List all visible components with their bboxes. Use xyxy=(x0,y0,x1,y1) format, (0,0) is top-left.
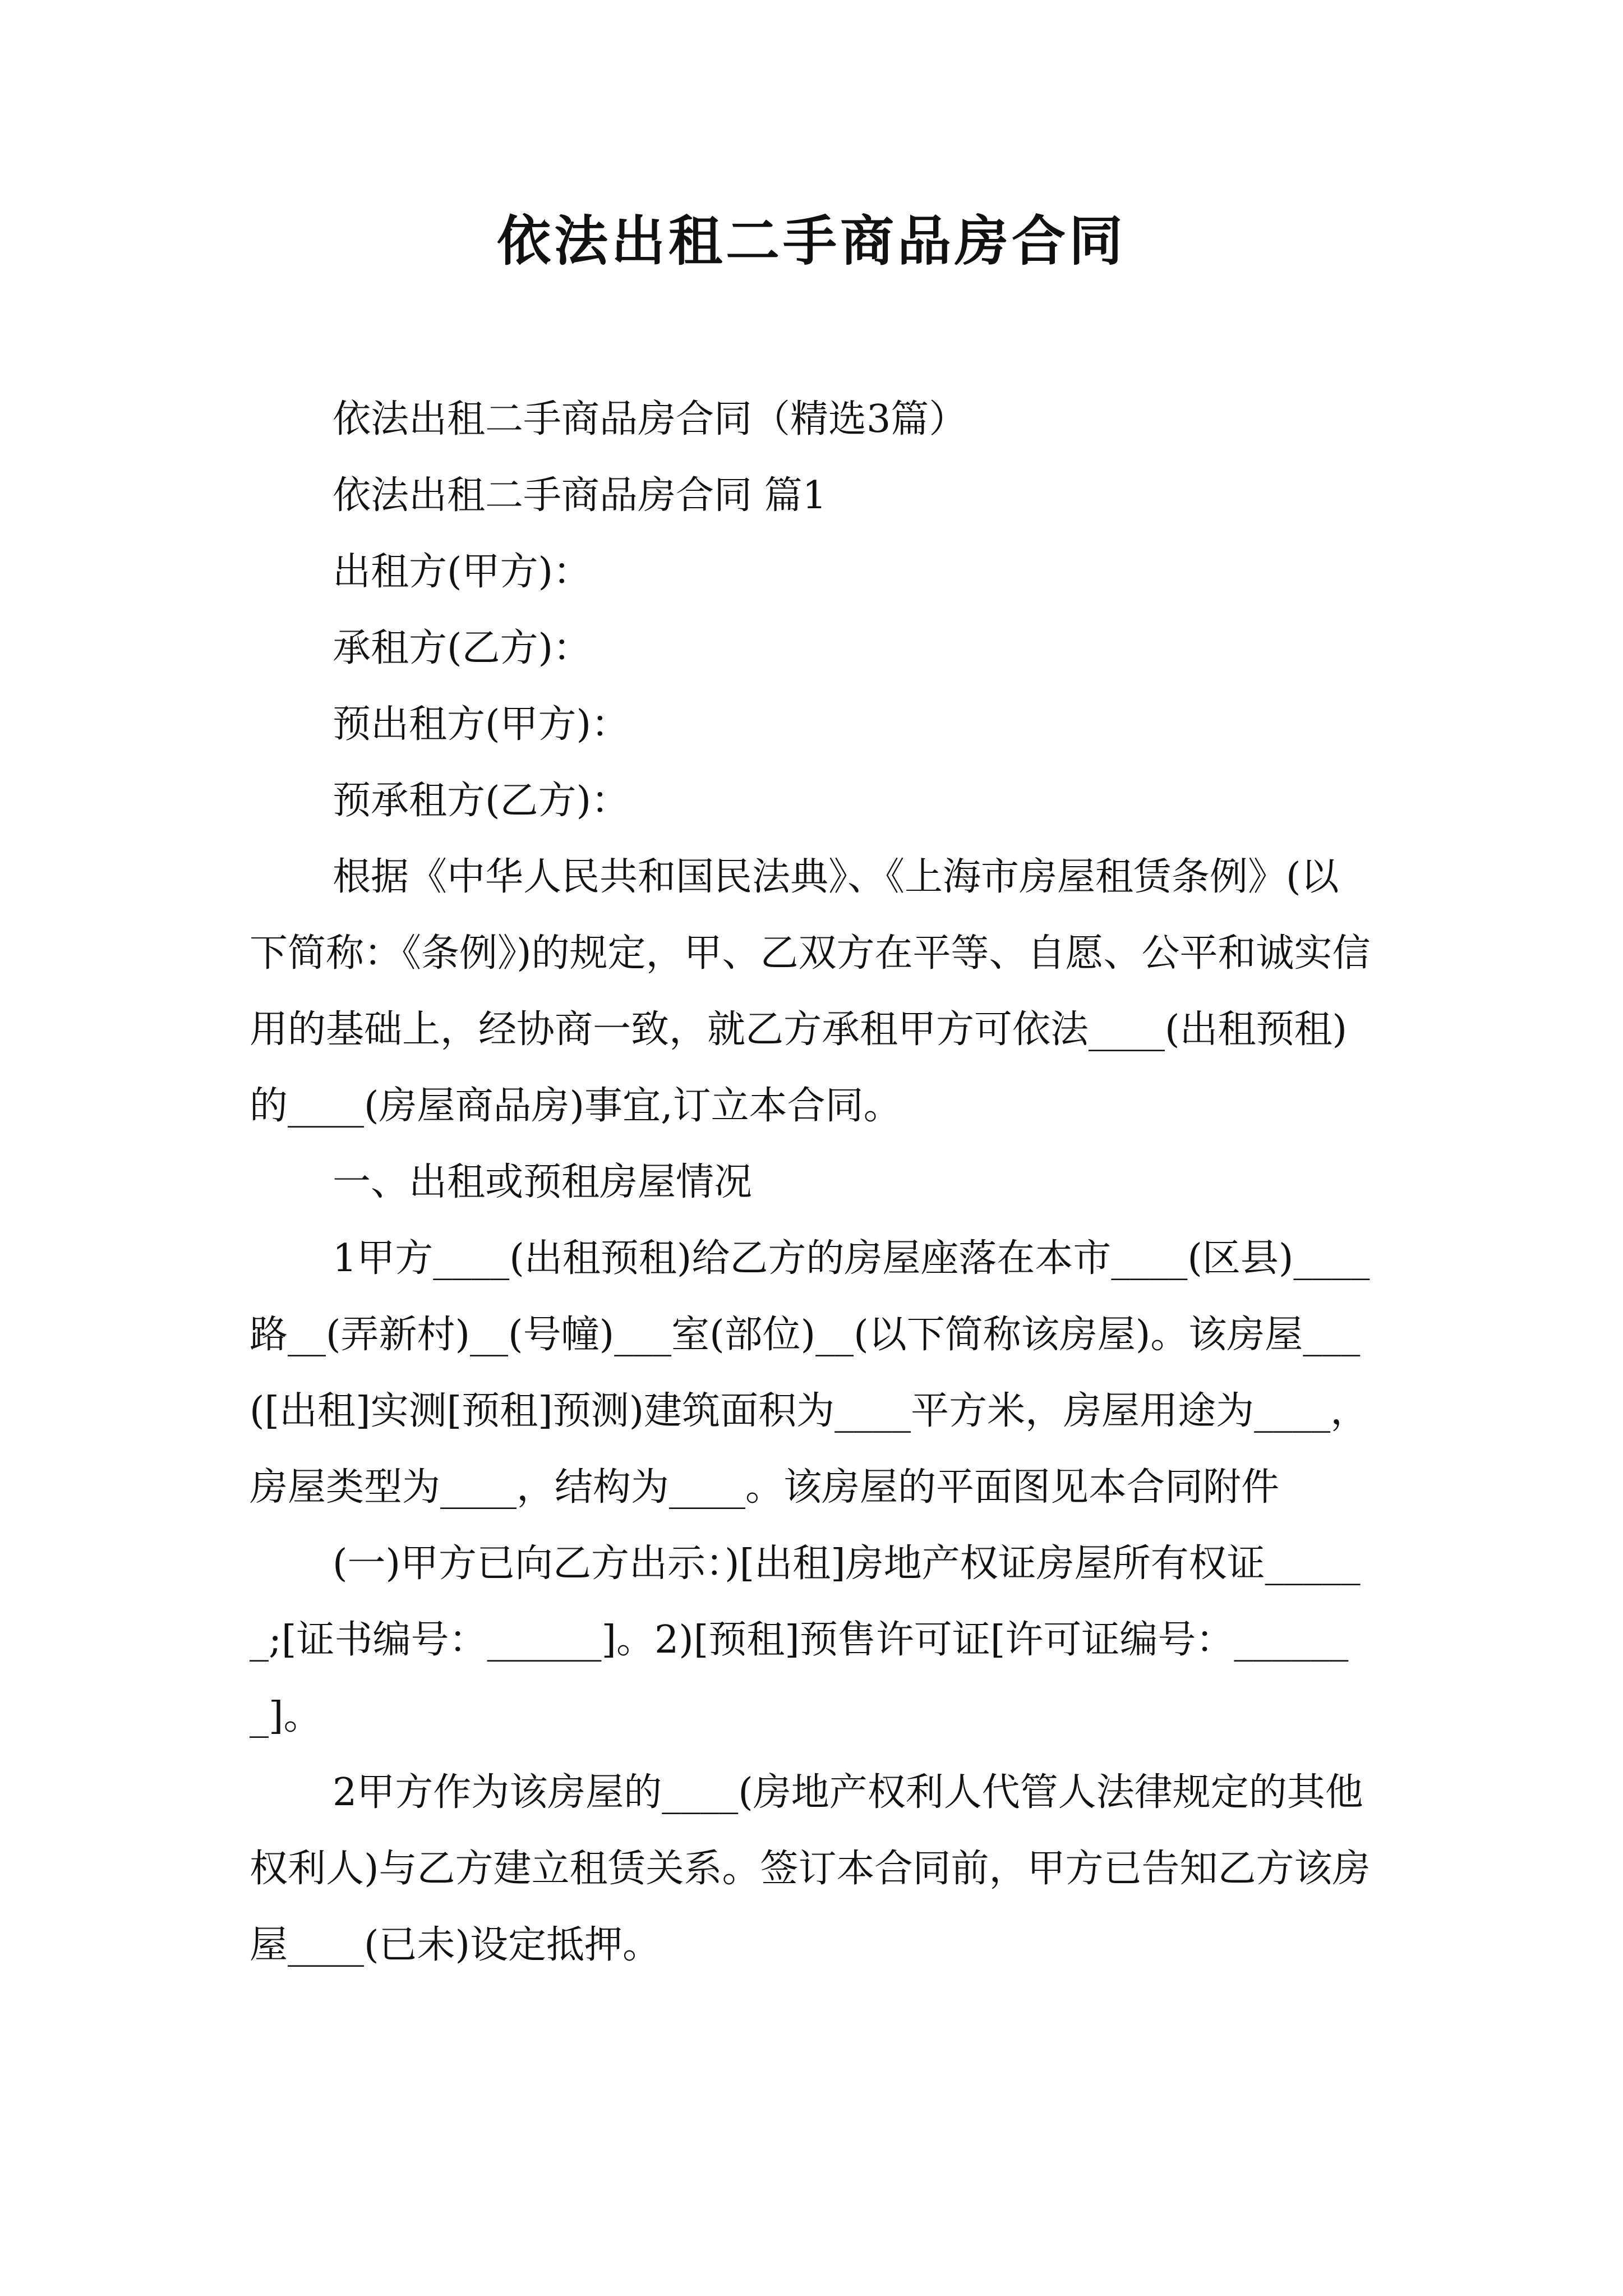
paragraph-pre-lessor: 预出租方(甲方)： xyxy=(333,702,630,747)
paragraph-clause-1-sub: (一)甲方已向乙方出示：)[出租]房地产权证房屋所有权证______;[证书编号：______]。2)[预租]预售许可证[许可证编号：_______]。 xyxy=(250,1542,1361,1738)
paragraph-clause-1: 1甲方____(出租预租)给乙方的房屋座落在本市____(区县)____路__(弄新村)__(号幢)___室(部位)__(以下简称该房屋)。该房屋___([出租]实测[预租]预测)建筑面积为____平方米，房屋用途为____，房屋类型为____，结构为____。该房屋的平面图见本合同附件 xyxy=(250,1236,1370,1510)
paragraph-subtitle: 依法出租二手商品房合同（精选3篇） xyxy=(333,397,967,441)
paragraph-section-heading: 依法出租二手商品房合同 篇1 xyxy=(333,473,827,518)
paragraph-pre-lessee: 预承租方(乙方)： xyxy=(333,779,630,823)
document-body xyxy=(250,381,1374,1984)
paragraph-lessor: 出租方(甲方)： xyxy=(333,550,592,594)
paragraph-lessee: 承租方(乙方)： xyxy=(333,626,592,670)
paragraph-article-one-heading: 一、出租或预租房屋情况 xyxy=(333,1160,753,1204)
paragraph-legal-basis: 根据《中华人民共和国民法典》、《上海市房屋租赁条例》(以下简称：《条例》)的规定，甲、乙双方在平等、自愿、公平和诚实信用的基础上，经协商一致，就乙方承租甲方可依法____(出租预租)的____(房屋商品房)事宜,订立本合同。 xyxy=(250,855,1371,1128)
paragraph-clause-2: 2甲方作为该房屋的____(房地产权利人代管人法律规定的其他权利人)与乙方建立租赁关系。签订本合同前，甲方已告知乙方该房屋____(已未)设定抵押。 xyxy=(250,1770,1371,1967)
document-title: 依法出租二手商品房合同 xyxy=(497,209,1126,273)
